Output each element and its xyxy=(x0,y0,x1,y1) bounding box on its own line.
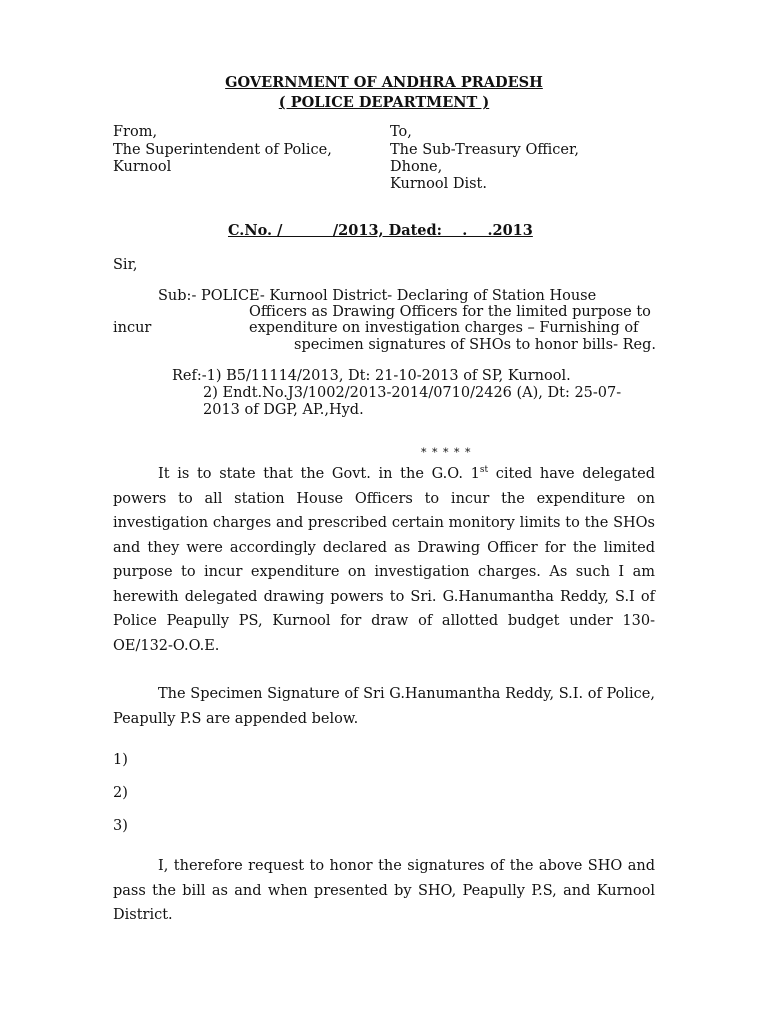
department-heading: ( POLICE DEPARTMENT ) xyxy=(278,94,490,111)
from-line-2: Kurnool xyxy=(113,159,172,175)
reference-number: C.No. / /2013, Dated: . .2013 xyxy=(228,222,533,239)
government-heading: GOVERNMENT OF ANDHRA PRADESH xyxy=(225,74,543,91)
subject-line-1: Sub:- POLICE- Kurnool District- Declaring of Station House xyxy=(158,288,597,304)
reference-1: Ref:-1) B5/11114/2013, Dt: 21-10-2013 of SP, Kurnool. xyxy=(172,368,571,384)
paragraph-1-text-b: cited have delegated powers to all station House Officers to incur the expenditure on investigation charges and prescribed certain monitory limits to the SHOs and they were accordingly declared as Drawing Officer for the limited purpose to incur expenditure on investigation charges. As such I am herewith delegated drawing powers to Sri. G.Hanumantha Reddy, S.I of Police Peapully PS, Kurnool for draw of allotted budget under 130-OE/132-O.O.E. xyxy=(113,466,655,654)
reference-2-line-1: 2) Endt.No.J3/1002/2013-2014/0710/2426 (A), Dt: 25-07- xyxy=(203,385,622,401)
to-label: To, xyxy=(390,124,412,140)
body-paragraph-1 xyxy=(113,462,655,658)
from-label: From, xyxy=(113,124,158,140)
to-line-2: Dhone, xyxy=(390,159,443,175)
subject-line-3: expenditure on investigation charges – Furnishing of xyxy=(249,320,639,336)
to-line-3: Kurnool Dist. xyxy=(390,176,487,192)
salutation: Sir, xyxy=(113,257,138,273)
reference-2-line-2: 2013 of DGP, AP.,Hyd. xyxy=(203,402,364,418)
subject-line-4: specimen signatures of SHOs to honor bills- Reg. xyxy=(294,337,657,353)
signature-slot-3: 3) xyxy=(113,818,128,834)
body-paragraph-3: I, therefore request to honor the signatures of the above SHO and pass the bill as and when presented by SHO, Peapully P.S, and Kurnool District. xyxy=(113,858,655,923)
subject-line-3-prefix: incur xyxy=(113,320,152,336)
paragraph-1-text-a: It is to state that the Govt. in the G.O. 1 xyxy=(158,466,480,482)
ordinal-superscript: st xyxy=(479,465,489,476)
body-paragraph-2: The Specimen Signature of Sri G.Hanumantha Reddy, S.I. of Police, Peapully P.S are appended below. xyxy=(113,686,655,727)
from-line-1: The Superintendent of Police, xyxy=(113,142,332,158)
separator-stars: * * * * * xyxy=(421,446,472,459)
subject-line-2: Officers as Drawing Officers for the limited purpose to xyxy=(249,304,651,320)
signature-slot-1: 1) xyxy=(113,752,128,768)
signature-slot-2: 2) xyxy=(113,785,128,801)
to-line-1: The Sub-Treasury Officer, xyxy=(390,142,579,158)
